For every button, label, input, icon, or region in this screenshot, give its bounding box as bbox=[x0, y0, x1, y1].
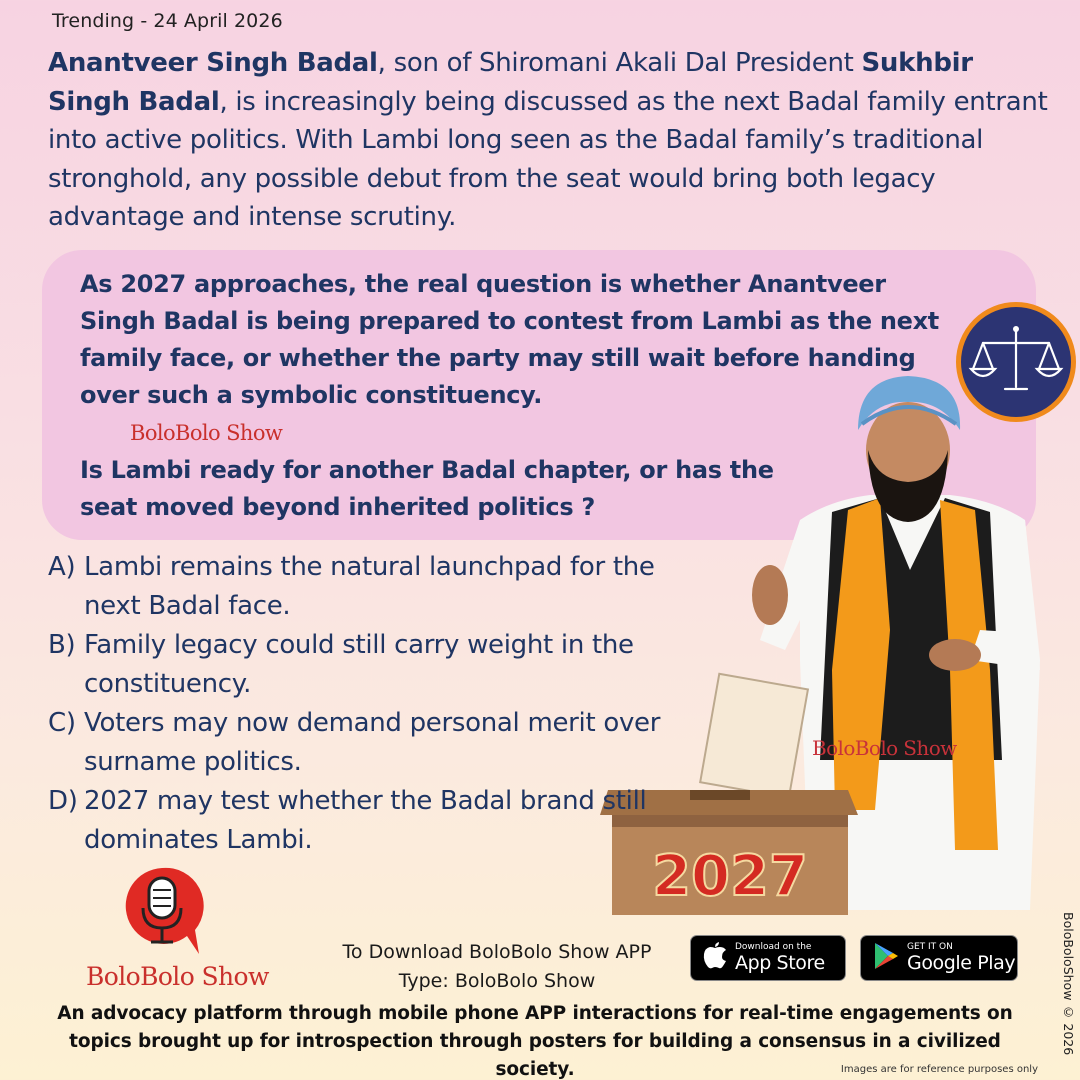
image-watermark: BoloBolo Show bbox=[812, 736, 957, 760]
play-icon bbox=[873, 942, 899, 974]
option-label: C) bbox=[48, 708, 76, 738]
option-label: B) bbox=[48, 630, 76, 660]
option-text: Lambi remains the natural launchpad for the next Badal face. bbox=[84, 552, 655, 621]
footer-text: An advocacy platform through mobile phone APP interactions for real-time engagements on topics brought up for introspection through posters for building a consensus in a civilized society. bbox=[57, 1003, 1013, 1080]
google-play-button[interactable] bbox=[860, 935, 1018, 981]
option-text: Voters may now demand personal merit over surname politics. bbox=[84, 708, 661, 777]
logo-text: BoloBolo Show bbox=[86, 962, 269, 991]
intro-text-1: , son of Shiromani Akali Dal President bbox=[377, 48, 862, 78]
option-c[interactable] bbox=[48, 704, 668, 782]
option-d[interactable] bbox=[48, 782, 668, 860]
ballot-year: 2027 bbox=[652, 844, 808, 909]
option-text: Family legacy could still carry weight in the constituency. bbox=[84, 630, 634, 699]
option-a[interactable] bbox=[48, 548, 668, 626]
download-info bbox=[322, 938, 672, 996]
option-label: D) bbox=[48, 786, 78, 816]
disclaimer: Images are for reference purposes only bbox=[840, 1064, 1038, 1075]
intro-paragraph bbox=[48, 44, 1058, 237]
option-b[interactable] bbox=[48, 626, 668, 704]
trending-date: Trending - 24 April 2026 bbox=[52, 10, 283, 32]
copyright: BoloBoloShow © 2026 bbox=[1061, 912, 1076, 1056]
poll-options bbox=[48, 548, 668, 860]
app-store-big: App Store bbox=[735, 952, 825, 974]
download-line-1: To Download BoloBolo Show APP bbox=[342, 941, 652, 963]
intro-name-sukhbir: Sukhbir Singh Badal bbox=[48, 48, 973, 117]
app-store-button[interactable] bbox=[690, 935, 846, 981]
google-play-big: Google Play bbox=[907, 952, 1016, 974]
google-play-small: GET IT ON bbox=[907, 942, 953, 952]
intro-text-2: , is increasingly being discussed as the next Badal family entrant into active politics. With Lambi long seen as the Badal family’s traditional stronghold, any possible debut from the seat would bring both legacy advantage and intense scrutiny. bbox=[48, 86, 1048, 232]
intro-name-anantveer: Anantveer Singh Badal bbox=[48, 48, 378, 78]
app-store-small: Download on the bbox=[735, 942, 812, 952]
download-line-2: Type: BoloBolo Show bbox=[398, 970, 596, 992]
poll-question: Is Lambi ready for another Badal chapter, or has the seat moved beyond inherited politics ? bbox=[80, 456, 774, 521]
option-label: A) bbox=[48, 552, 76, 582]
apple-icon bbox=[703, 942, 727, 974]
question-context: As 2027 approaches, the real question is whether Anantveer Singh Badal is being prepared to contest from Lambi as the next family face, or whether the party may still wait before handing over such a symbolic constituency. bbox=[80, 270, 939, 409]
option-text: 2027 may test whether the Badal brand still dominates Lambi. bbox=[84, 786, 647, 855]
box-watermark: BoloBolo Show bbox=[130, 421, 283, 445]
microphone-icon bbox=[117, 862, 207, 962]
